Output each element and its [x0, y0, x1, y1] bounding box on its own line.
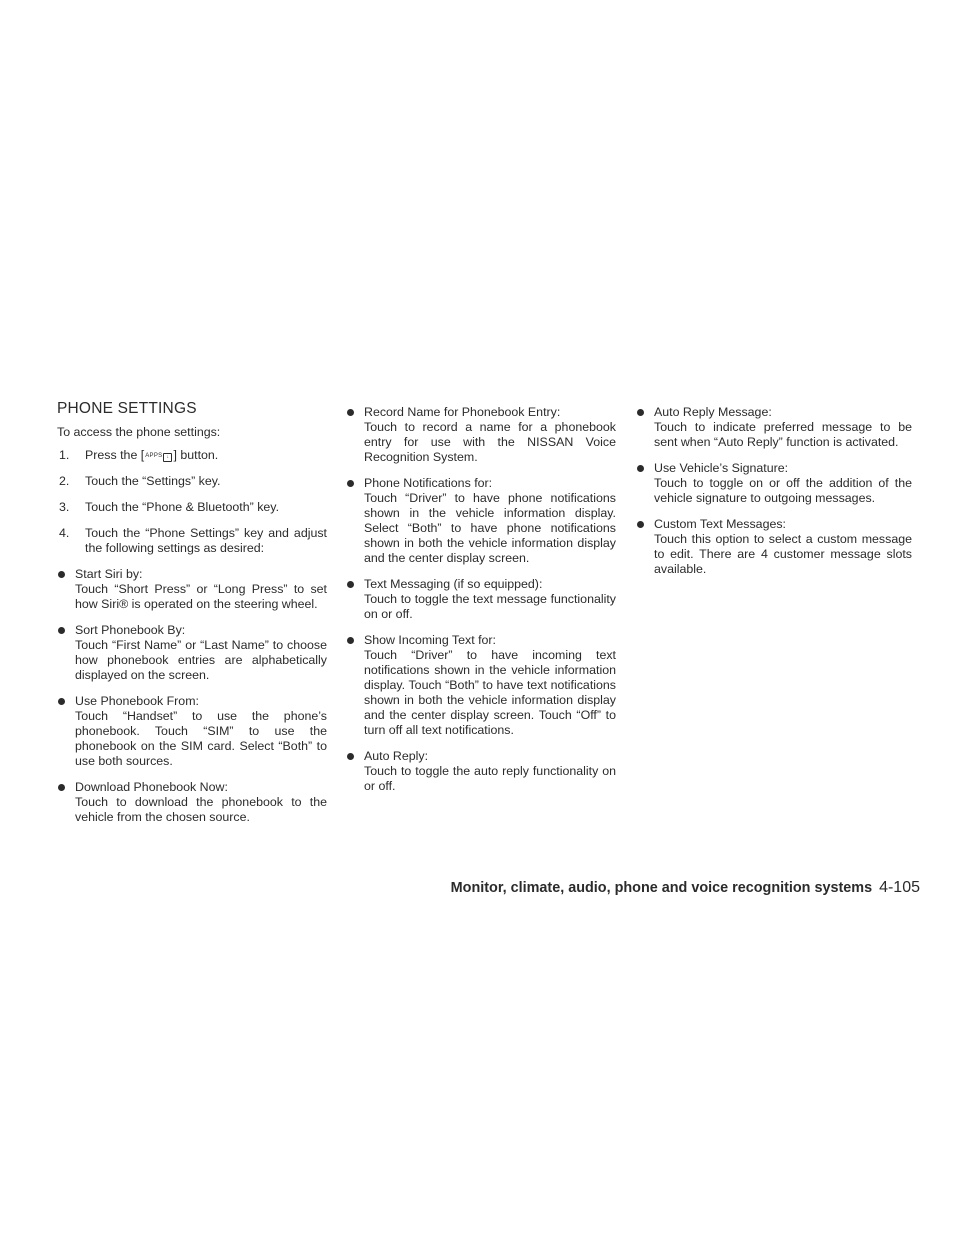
apps-button-icon: [144, 452, 173, 462]
bullet-icon: [347, 480, 354, 487]
bullet-icon: [58, 627, 65, 634]
list-item-title: Download Phonebook Now:: [75, 780, 228, 794]
column-1: [57, 401, 327, 836]
list-item: [346, 405, 616, 465]
list-item: [57, 694, 327, 769]
list-item-title: Use Vehicle’s Signature:: [654, 461, 789, 475]
apps-icon-box: ↓: [163, 453, 172, 462]
list-item-title: Use Phonebook From:: [75, 694, 199, 708]
list-item-description: Touch to toggle the text message functionality on or off.: [364, 592, 616, 621]
list-item: [57, 780, 327, 825]
bullet-icon: [637, 521, 644, 528]
list-item-description: Touch “Driver” to have phone notifications shown in the vehicle information display. Select “Both” to have phone notifications shown in both the vehicle information display and the center display screen.: [364, 491, 616, 565]
list-item: [346, 476, 616, 566]
list-item: [346, 577, 616, 622]
step-2: [57, 474, 327, 489]
bullet-icon: [347, 581, 354, 588]
step-1: [57, 448, 327, 463]
footer-section-title: Monitor, climate, audio, phone and voice recognition systems: [450, 880, 873, 896]
list-item-description: Touch to indicate preferred message to be sent when “Auto Reply” function is activated.: [654, 420, 912, 449]
step-text: Touch the “Phone Settings” key and adjust the following settings as desired:: [85, 526, 327, 555]
list-item-description: Touch to download the phonebook to the vehicle from the chosen source.: [75, 795, 327, 824]
page-number: 4-105: [879, 879, 920, 896]
step-number: 4.: [59, 526, 70, 540]
bullet-icon: [347, 409, 354, 416]
step-number: 2.: [59, 474, 70, 488]
step-4: [57, 526, 327, 556]
column-2: [346, 405, 616, 805]
list-item-title: Phone Notifications for:: [364, 476, 493, 490]
bullet-icon: [347, 753, 354, 760]
step-text-before: Press the [: [85, 448, 145, 462]
list-item-description: Touch “First Name” or “Last Name” to choose how phonebook entries are alphabetically displayed on the screen.: [75, 638, 327, 682]
list-item: [636, 517, 912, 577]
list-item: [636, 405, 912, 450]
list-item: [636, 461, 912, 506]
step-text: Touch the “Phone & Bluetooth” key.: [85, 500, 280, 514]
step-number: 1.: [59, 448, 70, 462]
list-item-description: Touch to toggle on or off the addition of the vehicle signature to outgoing messages.: [654, 476, 912, 505]
apps-icon-label: APPS: [145, 453, 163, 459]
bullet-icon: [637, 409, 644, 416]
step-text: [85, 448, 218, 462]
list-item: [346, 749, 616, 794]
list-item-title: Custom Text Messages:: [654, 517, 786, 531]
bullet-icon: [58, 784, 65, 791]
step-3: [57, 500, 327, 515]
list-item: [346, 633, 616, 738]
bullet-icon: [58, 571, 65, 578]
bullet-icon: [347, 637, 354, 644]
list-item-title: Auto Reply:: [364, 749, 429, 763]
bullet-icon: [637, 465, 644, 472]
list-item-title: Record Name for Phonebook Entry:: [364, 405, 561, 419]
intro-text: To access the phone settings:: [57, 425, 221, 439]
column-3: [636, 405, 912, 588]
list-item-description: Touch this option to select a custom message to edit. There are 4 customer message slots available.: [654, 532, 912, 576]
list-item-title: Text Messaging (if so equipped):: [364, 577, 543, 591]
step-text-after: ] button.: [173, 448, 219, 462]
list-item-title: Sort Phonebook By:: [75, 623, 186, 637]
list-item: [57, 623, 327, 683]
bullet-icon: [58, 698, 65, 705]
step-text: Touch the “Settings” key.: [85, 474, 221, 488]
list-item-description: Touch “Driver” to have incoming text notifications shown in the vehicle information display. Touch “Both” to have text notifications shown in both the vehicle information display and the center display screen. Touch “Off” to turn off all text notifications.: [364, 648, 616, 737]
list-item-description: Touch to record a name for a phonebook entry for use with the NISSAN Voice Recognition System.: [364, 420, 616, 464]
step-number: 3.: [59, 500, 70, 514]
list-item: [57, 567, 327, 612]
page-footer: [451, 879, 920, 897]
section-heading: PHONE SETTINGS: [57, 400, 197, 417]
list-item-description: Touch “Handset” to use the phone’s phonebook. Touch “SIM” to use the phonebook on the SIM card. Select “Both” to use both sources.: [75, 709, 327, 768]
list-item-description: Touch to toggle the auto reply functionality on or off.: [364, 764, 616, 793]
list-item-title: Show Incoming Text for:: [364, 633, 497, 647]
list-item-title: Start Siri by:: [75, 567, 143, 581]
list-item-title: Auto Reply Message:: [654, 405, 772, 419]
list-item-description: Touch “Short Press” or “Long Press” to set how Siri® is operated on the steering wheel.: [75, 582, 327, 611]
